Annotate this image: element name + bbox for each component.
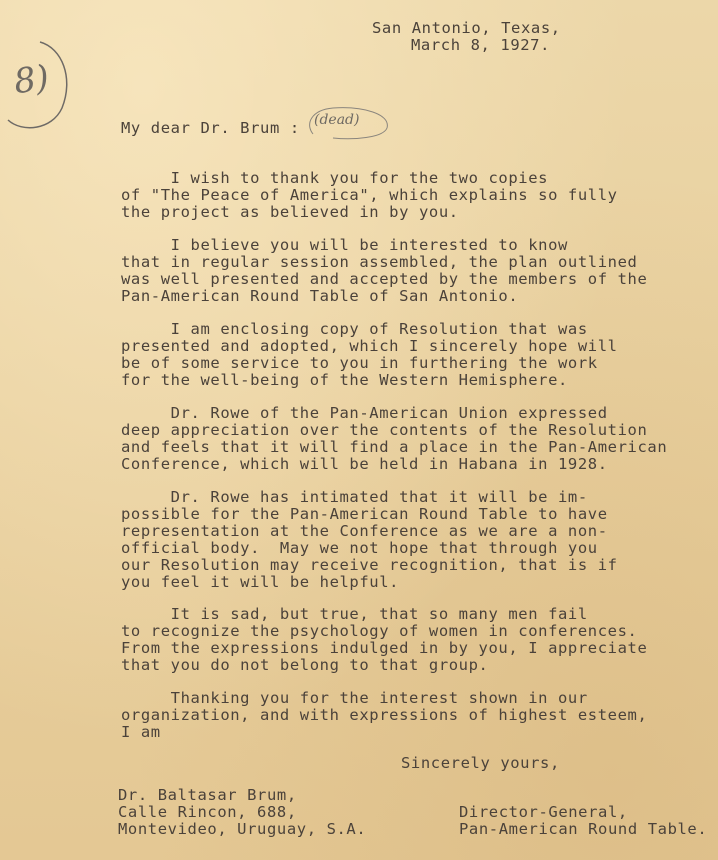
signature-title-line: Director-General,	[459, 803, 628, 821]
address-line: Montevideo, Uruguay, S.A.	[118, 820, 367, 838]
body-line: Pan-American Round Table of San Antonio.	[121, 287, 519, 305]
salutation: My dear Dr. Brum :	[121, 119, 300, 137]
body-line: official body. May we not hope that through you	[121, 539, 598, 557]
body-line: was well presented and accepted by the members of the	[121, 270, 648, 288]
handwritten-note: (dead)	[314, 112, 360, 128]
body-line: to recognize the psychology of women in conferences.	[121, 622, 638, 640]
body-line: of "The Peace of America", which explains so fully	[121, 186, 618, 204]
body-line: Conference, which will be held in Habana in 1928.	[121, 455, 608, 473]
body-line: for the well-being of the Western Hemisphere.	[121, 371, 568, 389]
body-line: I am enclosing copy of Resolution that was	[121, 320, 588, 338]
body-line: possible for the Pan-American Round Table to have	[121, 505, 608, 523]
body-line: organization, and with expressions of highest esteem,	[121, 706, 648, 724]
letter-place: San Antonio, Texas,	[372, 19, 561, 37]
body-line: I am	[121, 723, 161, 741]
address-line: Dr. Baltasar Brum,	[118, 786, 297, 804]
body-line: you feel it will be helpful.	[121, 573, 400, 591]
body-line: that you do not belong to that group.	[121, 656, 489, 674]
body-line: that in regular session assembled, the plan outlined	[121, 253, 638, 271]
body-line: I believe you will be interested to know	[121, 236, 568, 254]
body-line: deep appreciation over the contents of the Resolution	[121, 421, 648, 439]
signature-title-line: Pan-American Round Table.	[459, 820, 708, 838]
body-line: our Resolution may receive recognition, that is if	[121, 556, 618, 574]
body-line: Dr. Rowe of the Pan-American Union expressed	[121, 404, 608, 422]
letter-date: March 8, 1927.	[411, 36, 551, 54]
address-line: Calle Rincon, 688,	[118, 803, 297, 821]
closing: Sincerely yours,	[401, 754, 560, 772]
body-line: I wish to thank you for the two copies	[121, 169, 549, 187]
body-line: presented and adopted, which I sincerely hope will	[121, 337, 618, 355]
body-line: From the expressions indulged in by you, I appreciate	[121, 639, 648, 657]
body-line: the project as believed in by you.	[121, 203, 459, 221]
body-line: Thanking you for the interest shown in our	[121, 689, 588, 707]
body-line: representation at the Conference as we are a non-	[121, 522, 608, 540]
body-line: Dr. Rowe has intimated that it will be im-	[121, 488, 588, 506]
margin-note: 8)	[11, 57, 52, 103]
body-line: and feels that it will find a place in the Pan-American	[121, 438, 668, 456]
body-line: be of some service to you in furthering the work	[121, 354, 598, 372]
body-line: It is sad, but true, that so many men fail	[121, 605, 588, 623]
